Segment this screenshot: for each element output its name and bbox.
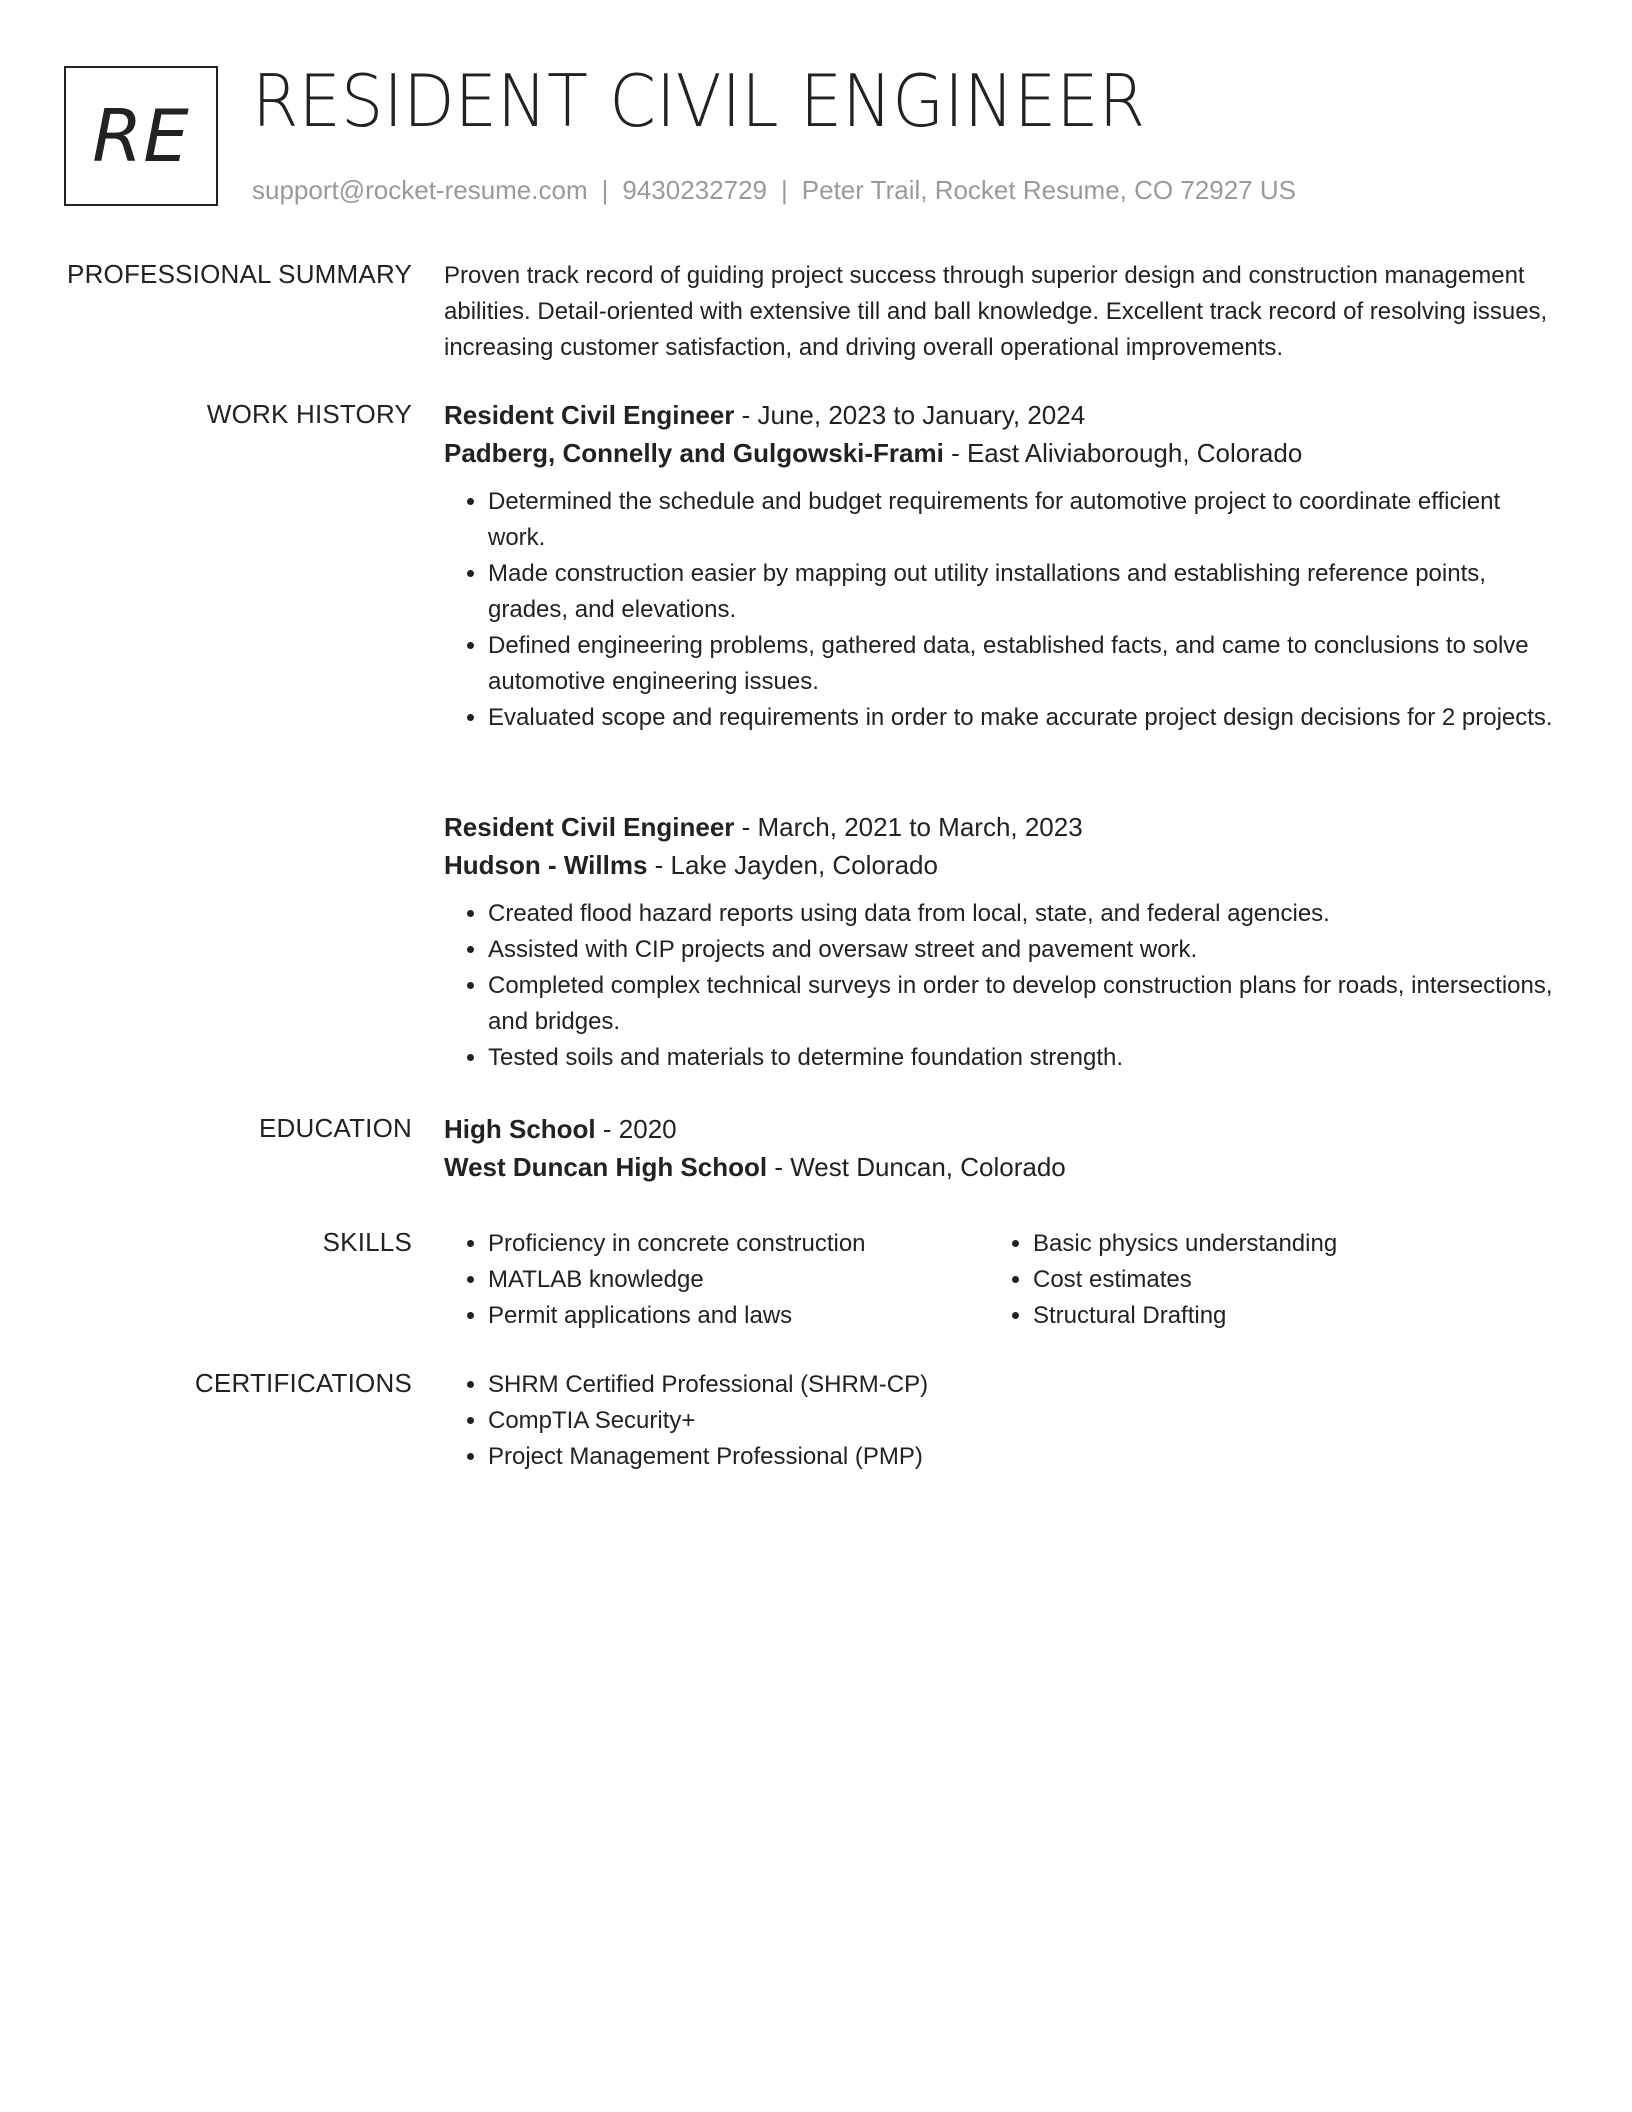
contact-separator: | bbox=[601, 175, 609, 205]
contact-line bbox=[252, 174, 1296, 206]
certifications-list bbox=[444, 1367, 1554, 1475]
section-label-skills: SKILLS bbox=[322, 1227, 412, 1257]
list-item: • SHRM Certified Professional (SHRM-CP) bbox=[488, 1367, 1554, 1403]
section-label-education: EDUCATION bbox=[259, 1113, 412, 1143]
list-item: • Project Management Professional (PMP) bbox=[488, 1439, 1554, 1475]
list-item: • Structural Drafting bbox=[1033, 1298, 1534, 1334]
section-label-summary: PROFESSIONAL SUMMARY bbox=[67, 259, 412, 289]
list-item: • Assisted with CIP projects and oversaw street and pavement work. bbox=[488, 932, 1554, 968]
company-line bbox=[444, 434, 1554, 472]
list-item: • Tested soils and materials to determine foundation strength. bbox=[488, 1040, 1554, 1076]
education-year: - 2020 bbox=[595, 1114, 677, 1144]
list-item: • Proficiency in concrete construction bbox=[488, 1226, 989, 1262]
list-item: • Permit applications and laws bbox=[488, 1298, 989, 1334]
education-location: - West Duncan, Colorado bbox=[767, 1152, 1066, 1182]
monogram-box bbox=[64, 66, 218, 206]
list-item: • Created flood hazard reports using data from local, state, and federal agencies. bbox=[488, 896, 1554, 932]
job-dates: - March, 2021 to March, 2023 bbox=[734, 812, 1083, 842]
company-line bbox=[444, 846, 1554, 884]
contact-email: support@rocket-resume.com bbox=[252, 175, 588, 205]
skills-column-right bbox=[989, 1226, 1534, 1334]
contact-address: Peter Trail, Rocket Resume, CO 72927 US bbox=[801, 175, 1296, 205]
company-location: - East Aliviaborough, Colorado bbox=[943, 438, 1303, 468]
job-title: Resident Civil Engineer bbox=[444, 400, 735, 430]
list-item: • Made construction easier by mapping out utility installations and establishing reference points, grades, and elevations. bbox=[488, 556, 1554, 628]
list-item: • MATLAB knowledge bbox=[488, 1262, 989, 1298]
job-bullets bbox=[444, 484, 1554, 736]
section-label-certifications: CERTIFICATIONS bbox=[194, 1368, 412, 1398]
skills-columns bbox=[444, 1226, 1554, 1334]
contact-separator: | bbox=[781, 175, 788, 205]
job-title: Resident Civil Engineer bbox=[444, 812, 735, 842]
list-item: • Defined engineering problems, gathered data, established facts, and came to conclusions to solve automotive engineering issues. bbox=[488, 628, 1554, 700]
list-item: • Basic physics understanding bbox=[1033, 1226, 1534, 1262]
education-degree: High School bbox=[444, 1114, 596, 1144]
education-school: West Duncan High School bbox=[444, 1152, 768, 1182]
education-degree-line bbox=[444, 1110, 1554, 1148]
summary-text: Proven track record of guiding project success through superior design and construction management abilities. Detail-oriented with extensive till and ball knowledge. Excellent track record of resolving issues, increasing customer satisfaction, and driving overall operational improvements. bbox=[444, 262, 1548, 361]
skills-list-right bbox=[989, 1226, 1534, 1334]
company-name: Hudson - Willms bbox=[444, 850, 648, 880]
job-entry bbox=[444, 396, 1554, 736]
list-item: • CompTIA Security+ bbox=[488, 1403, 1554, 1439]
list-item: • Completed complex technical surveys in order to develop construction plans for roads, intersections, and bridges. bbox=[488, 968, 1554, 1040]
job-title-line bbox=[444, 396, 1554, 434]
section-label-work-history: WORK HISTORY bbox=[206, 399, 412, 429]
job-bullets bbox=[444, 896, 1554, 1076]
list-item: • Cost estimates bbox=[1033, 1262, 1534, 1298]
monogram-initials: RE bbox=[92, 94, 190, 178]
skills-list-left bbox=[444, 1226, 989, 1334]
skills-column-left bbox=[444, 1226, 989, 1334]
education-school-line bbox=[444, 1148, 1554, 1186]
resume-title: RESIDENT CIVIL ENGINEER bbox=[252, 59, 1146, 143]
job-entry bbox=[444, 808, 1554, 1076]
company-name: Padberg, Connelly and Gulgowski-Frami bbox=[444, 438, 944, 468]
job-dates: - June, 2023 to January, 2024 bbox=[734, 400, 1086, 430]
list-item: • Determined the schedule and budget requirements for automotive project to coordinate efficient work. bbox=[488, 484, 1554, 556]
job-title-line bbox=[444, 808, 1554, 846]
company-location: - Lake Jayden, Colorado bbox=[647, 850, 938, 880]
contact-phone: 9430232729 bbox=[622, 175, 767, 205]
list-item: • Evaluated scope and requirements in order to make accurate project design decisions for 2 projects. bbox=[488, 700, 1554, 736]
